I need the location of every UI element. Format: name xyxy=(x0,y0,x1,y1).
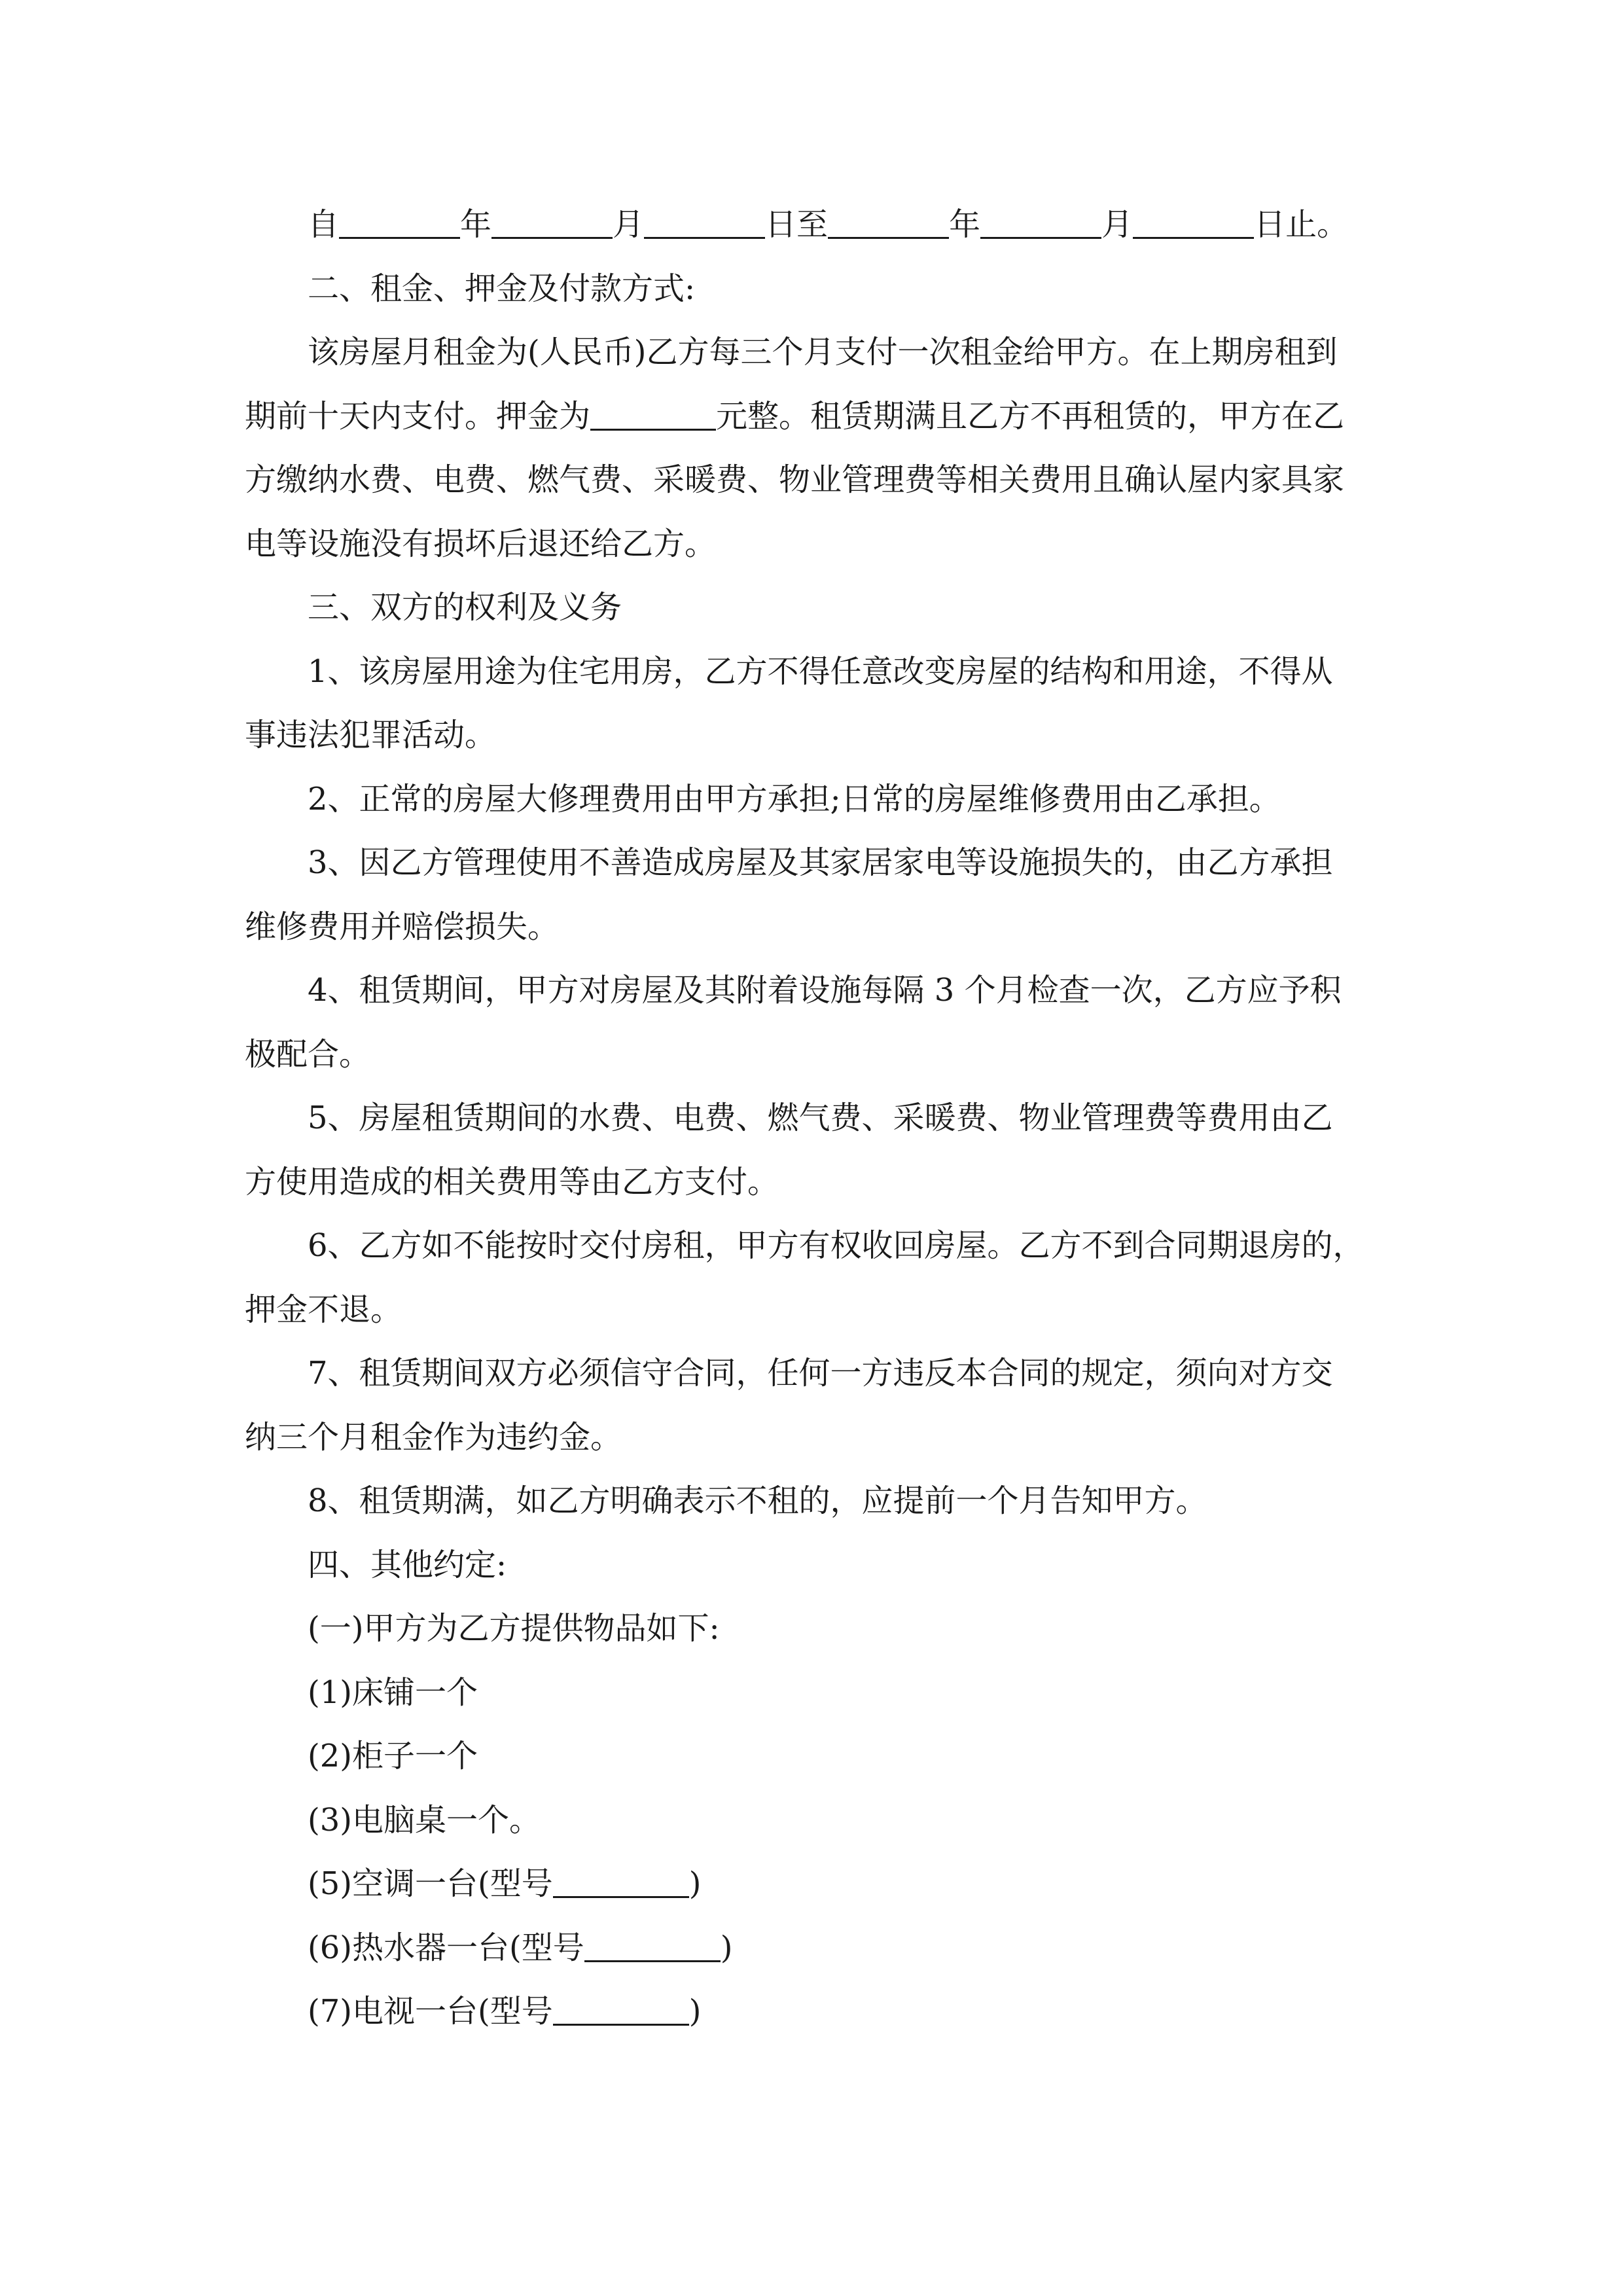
clause-line: 纳三个月租金作为违约金。 xyxy=(245,1418,622,1456)
end-month-blank[interactable] xyxy=(980,208,1101,239)
paragraph-line: 电等设施没有损坏后退还给乙方。 xyxy=(245,525,717,562)
deposit-text: 元整。租赁期满且乙方不再租赁的，甲方在乙 xyxy=(716,397,1345,435)
list-item xyxy=(245,1852,1383,1916)
start-month-blank[interactable] xyxy=(491,208,613,239)
heater-model-blank[interactable] xyxy=(584,1931,721,1962)
clause-line: 极配合。 xyxy=(245,1035,371,1073)
clause-line: 事违法犯罪活动。 xyxy=(245,717,497,753)
clause-line: 6、乙方如不能按时交付房租，甲方有权收回房屋。乙方不到合同期退房的， xyxy=(308,1227,1364,1264)
ac-model-blank[interactable] xyxy=(553,1867,689,1898)
term-year-label: 年 xyxy=(949,206,981,243)
end-year-blank[interactable] xyxy=(828,208,949,239)
clause-line: 押金不退。 xyxy=(245,1291,402,1328)
paragraph-line xyxy=(245,385,1383,449)
paragraph-line: 该房屋月租金为(人民币)乙方每三个月支付一次租金给甲方。在上期房租到 xyxy=(308,334,1338,370)
list-item xyxy=(245,1916,1383,1981)
term-day-end-label: 日止。 xyxy=(1254,206,1349,243)
contract-body xyxy=(245,193,1383,2044)
heater-label: (6)热水器一台(型号 xyxy=(308,1929,584,1966)
clause-line: 1、该房屋用途为住宅用房，乙方不得任意改变房屋的结构和用途，不得从 xyxy=(308,653,1333,690)
tv-label: (7)电视一台(型号 xyxy=(308,1993,553,2030)
closing-paren: ) xyxy=(688,1865,702,1902)
list-item: (1)床铺一个 xyxy=(308,1674,478,1711)
start-day-blank[interactable] xyxy=(644,208,765,239)
clause-line: 3、因乙方管理使用不善造成房屋及其家居家电等设施损失的，由乙方承担 xyxy=(308,844,1333,881)
list-item xyxy=(245,1980,1383,2044)
section-heading: 四、其他约定: xyxy=(308,1546,507,1583)
lease-term-line xyxy=(245,193,1383,257)
deposit-label: 期前十天内支付。押金为 xyxy=(245,397,591,435)
list-item: (3)电脑桌一个。 xyxy=(308,1801,541,1839)
clause-line: 7、租赁期间双方必须信守合同，任何一方违反本合同的规定，须向对方交 xyxy=(308,1355,1333,1391)
section-heading: 三、双方的权利及义务 xyxy=(308,589,622,626)
list-item: (2)柜子一个 xyxy=(308,1738,478,1774)
clause-line: 4、租赁期间，甲方对房屋及其附着设施每隔 3 个月检查一次，乙方应予积 xyxy=(308,972,1342,1009)
end-day-blank[interactable] xyxy=(1133,208,1254,239)
clause-line: 方使用造成的相关费用等由乙方支付。 xyxy=(245,1163,779,1200)
term-month-label: 月 xyxy=(613,206,645,243)
tv-model-blank[interactable] xyxy=(553,1995,689,2026)
term-day-to-label: 日至 xyxy=(765,206,829,243)
term-year-label: 年 xyxy=(460,206,492,243)
closing-paren: ) xyxy=(720,1929,733,1966)
sub-heading: (一)甲方为乙方提供物品如下: xyxy=(308,1610,720,1647)
closing-paren: ) xyxy=(688,1993,702,2030)
section-heading: 二、租金、押金及付款方式: xyxy=(308,270,696,307)
deposit-amount-blank[interactable] xyxy=(590,400,716,431)
ac-label: (5)空调一台(型号 xyxy=(308,1865,553,1902)
term-month-label: 月 xyxy=(1101,206,1133,243)
term-from-label: 自 xyxy=(308,206,340,243)
clause-line: 8、租赁期满，如乙方明确表示不租的，应提前一个月告知甲方。 xyxy=(308,1482,1207,1519)
clause-line: 维修费用并赔偿损失。 xyxy=(245,908,560,945)
clause-line: 2、正常的房屋大修理费用由甲方承担;日常的房屋维修费用由乙承担。 xyxy=(308,780,1281,817)
clause-line: 5、房屋租赁期间的水费、电费、燃气费、采暖费、物业管理费等费用由乙 xyxy=(308,1100,1333,1136)
start-year-blank[interactable] xyxy=(339,208,460,239)
paragraph-line: 方缴纳水费、电费、燃气费、采暖费、物业管理费等相关费用且确认屋内家具家 xyxy=(245,461,1345,498)
